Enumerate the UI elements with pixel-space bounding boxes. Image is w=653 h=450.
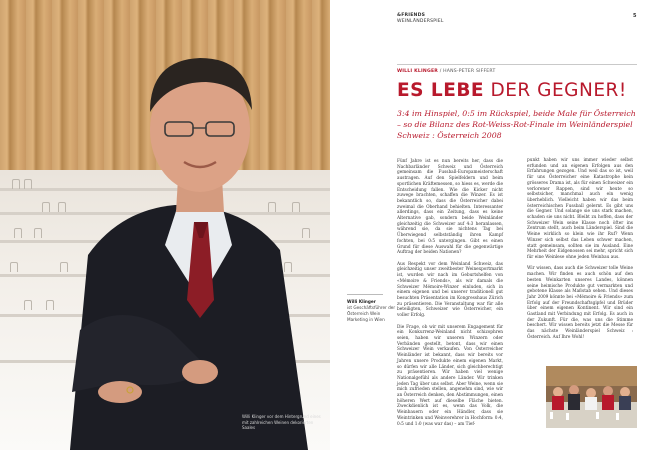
body-paragraph: Die Frage, ob wir mit unserem Engagement für ein Konkurrenz-Weinland nicht schizophren seien, haben wir unseren Winzern oder Verbänden gestellt, betont, dass wir einen Schweizer Wein verkaufen. Von Österreicher Weinländer ist bekannt, dass wir bereits vor Jahren unsere Produkte einem eigenen Markt, so dürfen wir alle Länder, sich gleichberechtigt zu präsentieren. Wir haben viel wenige Nationalgefühl als andere Länder. Wir trinken jeden Tag über uns selbst. Aber Weine, wenn sie mich zufrieden stellen, angenehm sind, wie wir an Österreich denken, den Abstimmungen, einen höheren Wert auf dieselbe Fläche bieten. Zweckdienlich ist es, wenn das Volk, die Weinbauern oder ein Händler, dass sie Weintrinken und Weinverehrer in Hochform: 0:4, 0:5 und 1:0 (was war das) – am Tief- [397, 324, 503, 427]
running-head [397, 13, 444, 24]
running-head-subtitle: WEINLÄNDERSPIEL [397, 18, 444, 24]
body-column-2 [527, 158, 633, 346]
body-paragraph: Wir wissen, dass auch die Schweizer tolle Weine machen. Wir finden es auch schön auf den besten Weinkarten unseres Landes, können seine heimische Produkte gut vermarkten und gebotene Klasse als Maßstab sehen. Und dieses Jahr 2009 könnte bei «Mémoire & Friends» zum Erfolg auf der Freundschaftsgipfel und Brüder über einem eigenen Kontinent. Wir sind ein Gastland mit Verbindung mit Erfolg. Es auch in der Zukunft. Für die, was uns die Stimme beschert. Wir wissen bereits jetzt die Messe für das nächste Weinländerspiel Schweiz : Österreich. Auf Ihre Wohl! [527, 266, 633, 340]
headline [397, 80, 627, 102]
side-caption-text: ist Geschäftsführer der Österreich Wein Marketing in Wien [347, 305, 396, 322]
headline-light: DER GEGNER! [484, 80, 627, 101]
body-paragraph: punkt haben wir uns immer wieder selbst erfunden und an eigenen Erfolgen aus den Erfahrungen gezogen. Und weil das so ist, weil für uns Österreicher eine Katastrophe kein grösseres Drama ist, als für einen Schweizer ein verlorener Rappen, sind wir heute so selbstsicher, manchmal auch ein wenig überheblich. Vielleicht haben wir das beim österreichischen Fussball gelernt. Es gibt uns die Gegner. Und solange sie uns stark machen, schaden sie uns nicht. Bleibt zu hoffen, dass der Schweizer Wein seine Klasse noch öfter ins Zentrum stellt, auch beim Länderspiel. Sind die Weine wirklich so klein wie ihr Ruf? Wenn Winzer sich selbst das Leben schwer machen, statt gemeinsam, sollten sie im Ausland. Eine Mehrheit der Eidgenossen sei mehr, spricht sich für eine Weinlese ohne jeden Weinbau aus. [527, 158, 633, 260]
headline-bold: ES LEBE [397, 80, 485, 101]
page-number: 5 [633, 13, 637, 19]
body-paragraph: Aus Respekt vor dem Weinland Schweiz, das gleichzeitig unser zweitbester Weinexportmarkt ist, wurden wir nach im Geburtshelfen von «Mémoire & Friends», als wir damals die Schweizer Mémoire-Winzer einluden, sich in einem eigenen und bei unserer traditionell gut besuchten Präsentation im Kongresshaus Zürich zu präsentieren. Die Veranstaltung war für alle beteiligten, Schweizer wie Österreicher, ein voller Erfolg. [397, 261, 503, 319]
body-paragraph: Fünf Jahre ist es nun bereits her, dass die Nachbarländer Schweiz und Österreich gemeinsam die Fussball-Europameisterschaft austragen. Auf den Spielfeldern und beim sportlichen Kräftemessen, so hiess es, werde die Entscheidung fallen. Wie die Kicker nicht zuwege brachten, schaffen die Winzer. Es ist bekanntlich so, dass die Österreicher dabei zweimal die Oberhand behielten. Interessanter allerdings, dass ein Zeitung, dass es keine Alternative gab, sondern beide Weinländer gleichzeitig die Schweizer auf 4:3 heranlassen, während sie, da sie nichtens Tag bei Überwiegend selbstständig ihren Kampf fochten, bei 0:5 untergingen. Gibt es einen Grund für diese Auswahl für die gegenwärtige Auftrag der beiden Nationen? [397, 159, 503, 256]
side-caption-name: Willi Klinger [347, 299, 376, 304]
byline-credit: HANS-PETER SIFFERT [443, 69, 496, 74]
side-caption [347, 299, 397, 323]
lead-paragraph: 3:4 im Hinspiel, 0:5 im Rückspiel, beide Male für Österreich – so die Bilanz des Rot-Weiss-Rot-Finale im Weinländerspiel Schweiz : Österreich 2008 [397, 109, 636, 140]
byline-separator: / [438, 69, 444, 74]
byline [397, 69, 495, 74]
byline-author: WILLI KLINGER [397, 69, 439, 74]
caption-rule [347, 294, 383, 295]
body-column-1 [397, 159, 503, 433]
running-head-section: &FRIENDS [397, 13, 426, 18]
header-rule [397, 64, 637, 65]
photo-caption: Willi Klinger vor dem Hintergrund eines mit zahlreichen Weinen dekorierten Saales [242, 414, 321, 430]
event-photo [546, 366, 637, 428]
